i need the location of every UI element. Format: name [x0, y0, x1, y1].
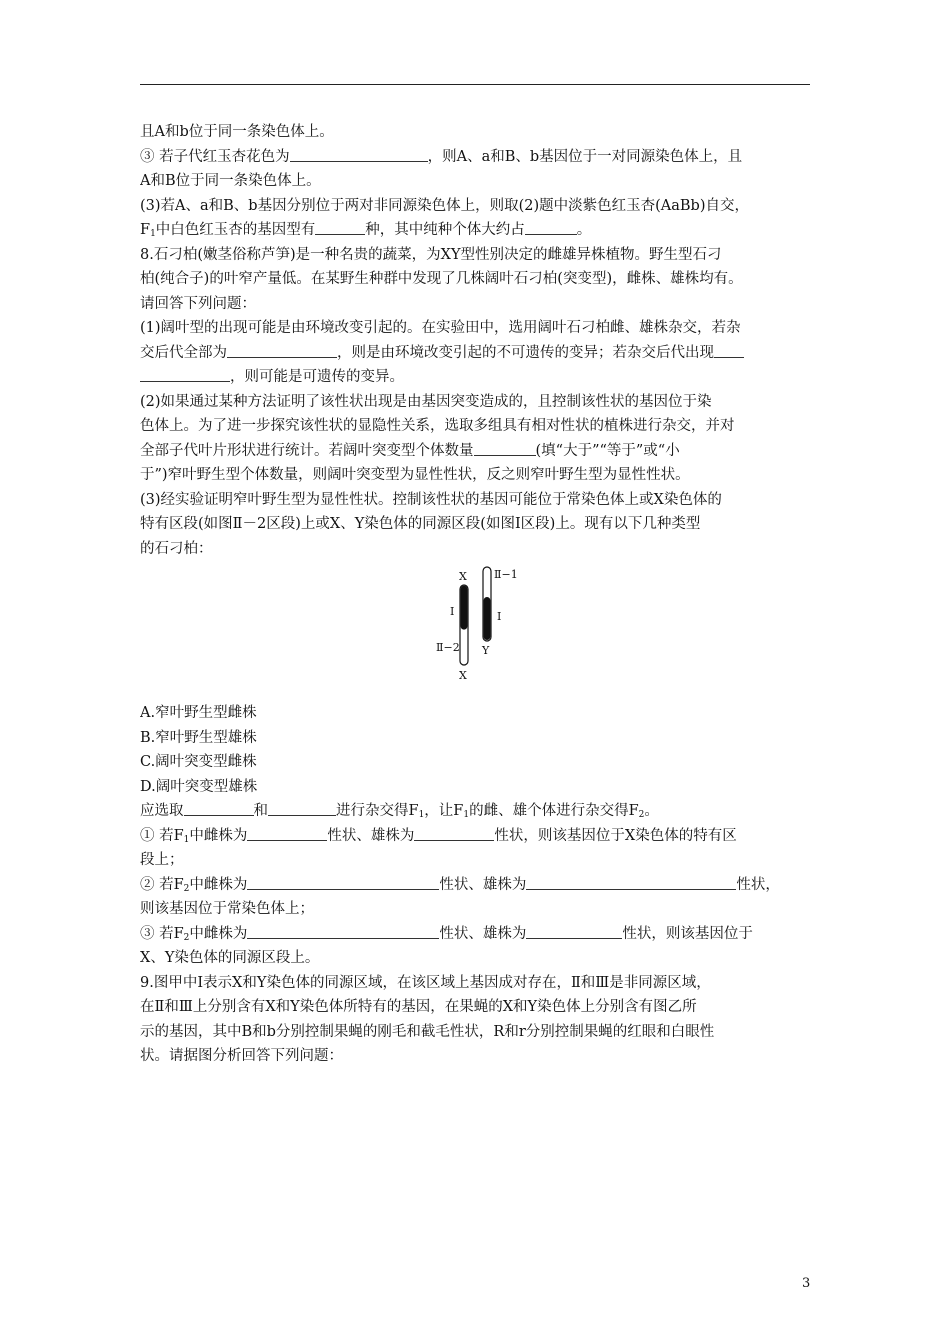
- text-line: ① 若$F_1$中雌株为 性状、雄株为 性状，则该基因位于X染色体的特有区: [140, 824, 812, 849]
- answer-blank[interactable]: [184, 800, 254, 816]
- text-line: $F_1$中白色红玉杏的基因型有 种，其中纯种个体大约占 。: [140, 218, 812, 243]
- answer-blank[interactable]: [526, 874, 736, 890]
- label-x-bottom: X: [459, 669, 467, 682]
- answer-blank[interactable]: [526, 923, 622, 939]
- label-ii-2: Ⅱ−2: [436, 641, 460, 654]
- text-line: (3)若A、a和B、b基因分别位于两对非同源染色体上，则取(2)题中淡紫色红玉杏(AaBb)自交，: [140, 197, 749, 214]
- answer-blank[interactable]: [247, 874, 439, 890]
- text-line: X、Y染色体的同源区段上。: [140, 950, 320, 966]
- text-line: 于”)窄叶野生型个体数量，则阔叶突变型为显性性状，反之则窄叶野生型为显性性状。: [140, 467, 690, 483]
- label-i-right: Ⅰ: [497, 610, 502, 623]
- y-homologous-segment: [484, 597, 491, 640]
- answer-blank[interactable]: [140, 366, 230, 382]
- text-line: 交后代全部为 ，则是由环境改变引起的不可遗传的变异；若杂交后代出现: [140, 341, 812, 366]
- text-line: 状。请据图分析回答下列问题：: [140, 1048, 343, 1064]
- option-a: A.窄叶野生型雌株: [140, 705, 257, 721]
- xy-chromosome-diagram: [430, 565, 530, 695]
- answer-blank[interactable]: [247, 923, 439, 939]
- option-c: C.阔叶突变型雌株: [140, 754, 257, 770]
- text-line: 全部子代叶片形状进行统计。若阔叶突变型个体数量 (填“大于”“等于”或“小: [140, 439, 812, 464]
- text-line: (3)经实验证明窄叶野生型为显性性状。控制该性状的基因可能位于常染色体上或X染色体的: [140, 491, 722, 508]
- answer-blank[interactable]: [525, 219, 577, 235]
- text-line: ③ 若子代红玉杏花色为 ，则A、a和B、b基因位于一对同源染色体上，且: [140, 145, 812, 170]
- answer-blank[interactable]: [227, 342, 337, 358]
- text-line: 色体上。为了进一步探究该性状的显隐性关系，选取多组具有相对性状的植株进行杂交，并对: [140, 418, 735, 434]
- text-line: 且A和b位于同一条染色体上。: [140, 124, 334, 140]
- text-line: 在Ⅱ和Ⅲ上分别含有X和Y染色体所特有的基因，在果蝇的X和Y染色体上分别含有图乙所: [140, 999, 697, 1015]
- text-line: 的石刁柏：: [140, 540, 213, 557]
- text-line: 请回答下列问题：: [140, 295, 256, 312]
- chromosome-figure: [140, 565, 812, 695]
- label-ii-1: Ⅱ−1: [494, 568, 518, 581]
- answer-blank[interactable]: [414, 825, 494, 841]
- answer-blank[interactable]: [315, 219, 365, 235]
- text-line: ③ 若$F_2$中雌株为 性状、雄株为 性状，则该基因位于: [140, 922, 812, 947]
- text-line: 特有区段(如图Ⅱ－2区段)上或X、Y染色体的同源区段(如图Ⅰ区段)上。现有以下几种类型: [140, 516, 701, 532]
- label-x-top: X: [459, 570, 467, 583]
- option-d: D.阔叶突变型雄株: [140, 778, 258, 795]
- text-line: 9.图甲中Ⅰ表示X和Y染色体的同源区域，在该区域上基因成对存在，Ⅱ和Ⅲ是非同源区域，: [140, 974, 711, 991]
- label-y: Y: [482, 644, 490, 657]
- answer-blank[interactable]: [247, 825, 327, 841]
- page-number: 3: [802, 1276, 811, 1291]
- text-line: ，则可能是可遗传的变异。: [140, 365, 812, 390]
- text-line: 示的基因，其中B和b分别控制果蝇的刚毛和截毛性状，R和r分别控制果蝇的红眼和白眼性: [140, 1023, 715, 1040]
- text-line: 应选取 和 进行杂交得$F_1$，让$F_1$的雌、雄个体进行杂交得$F_2$。: [140, 799, 812, 824]
- text-line: A和B位于同一条染色体上。: [140, 173, 321, 189]
- text-line: 段上；: [140, 852, 184, 868]
- document-body: [140, 120, 812, 1069]
- text-line: ② 若$F_2$中雌株为 性状、雄株为 性状，: [140, 873, 812, 898]
- answer-blank[interactable]: [474, 440, 536, 456]
- text-line: (1)阔叶型的出现可能是由环境改变引起的。在实验田中，选用阔叶石刁柏雌、雄株杂交，若杂: [140, 320, 741, 336]
- x-homologous-segment: [461, 586, 468, 630]
- label-i-left: Ⅰ: [450, 605, 455, 618]
- answer-blank[interactable]: [714, 342, 744, 358]
- option-b: B.窄叶野生型雄株: [140, 729, 257, 746]
- text-line: (2)如果通过某种方法证明了该性状出现是由基因突变造成的，且控制该性状的基因位于染: [140, 393, 712, 410]
- text-line: 8.石刁柏(嫩茎俗称芦笋)是一种名贵的蔬菜，为XY型性别决定的雌雄异株植物。野生型石刁: [140, 246, 722, 263]
- text-line: 柏(纯合子)的叶窄产量低。在某野生种群中发现了几株阔叶石刁柏(突变型)，雌株、雄株均有。: [140, 271, 743, 287]
- answer-blank[interactable]: [290, 146, 428, 162]
- answer-blank[interactable]: [268, 800, 336, 816]
- header-rule: [140, 84, 810, 85]
- text-line: 则该基因位于常染色体上；: [140, 901, 314, 917]
